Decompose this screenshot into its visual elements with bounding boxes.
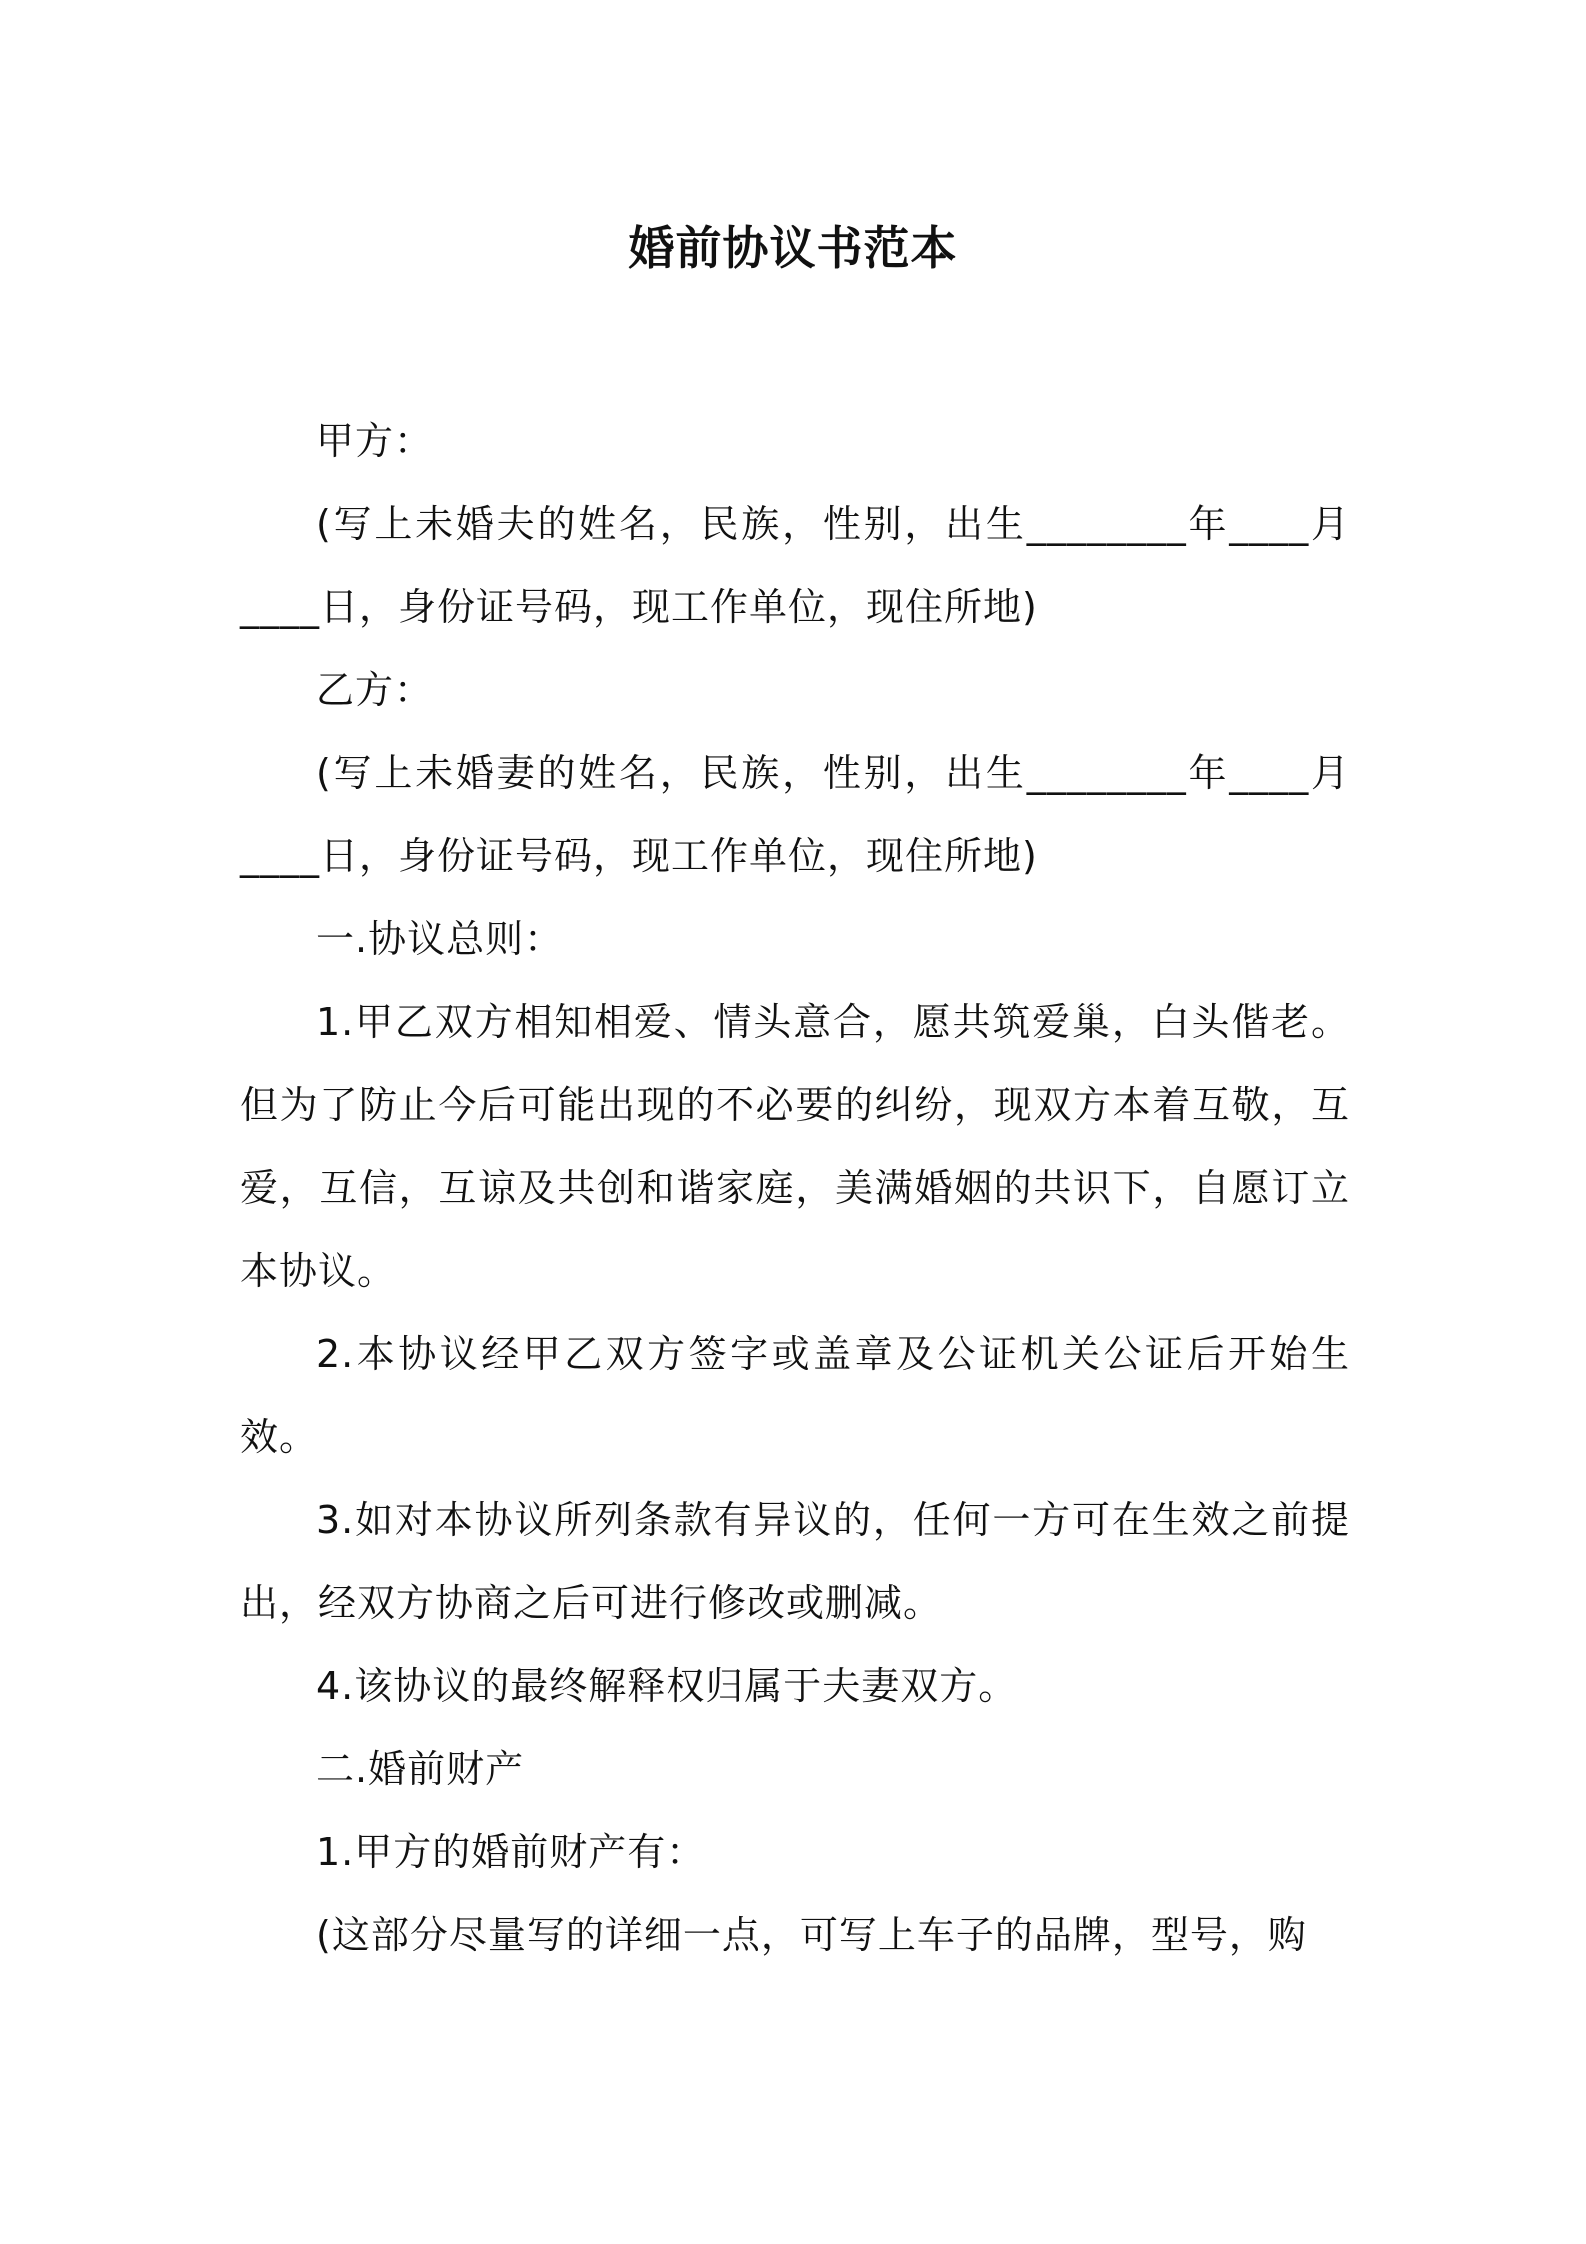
party-b-details: (写上未婚妻的姓名，民族，性别，出生________年____月____日，身份证号码，现工作单位，现住所地)	[240, 751, 1350, 878]
general-clause-3: 3.如对本协议所列条款有异议的，任何一方可在生效之前提出，经双方协商之后可进行修改或删减。	[240, 1498, 1350, 1625]
party-b-label: 乙方：	[316, 668, 434, 712]
document-body	[240, 400, 1350, 1977]
party-a-details: (写上未婚夫的姓名，民族，性别，出生________年____月____日，身份证号码，现工作单位，现住所地)	[240, 502, 1350, 629]
general-clause-4: 4.该协议的最终解释权归属于夫妻双方。	[316, 1664, 1018, 1708]
general-clause-2: 2.本协议经甲乙双方签字或盖章及公证机关公证后开始生效。	[240, 1332, 1350, 1459]
section-heading-general: 一.协议总则：	[316, 917, 564, 961]
property-clause-1: 1.甲方的婚前财产有：	[316, 1830, 706, 1874]
party-a-label: 甲方：	[316, 419, 434, 463]
property-clause-1-note: (这部分尽量写的详细一点，可写上车子的品牌，型号，购	[316, 1913, 1307, 1957]
section-heading-premarital-property: 二.婚前财产	[316, 1747, 525, 1791]
document-title: 婚前协议书范本	[628, 221, 958, 275]
general-clause-1: 1.甲乙双方相知相爱、情头意合，愿共筑爱巢，白头偕老。但为了防止今后可能出现的不必要的纠纷，现双方本着互敬，互爱，互信，互谅及共创和谐家庭，美满婚姻的共识下，自愿订立本协议。	[240, 1000, 1350, 1293]
